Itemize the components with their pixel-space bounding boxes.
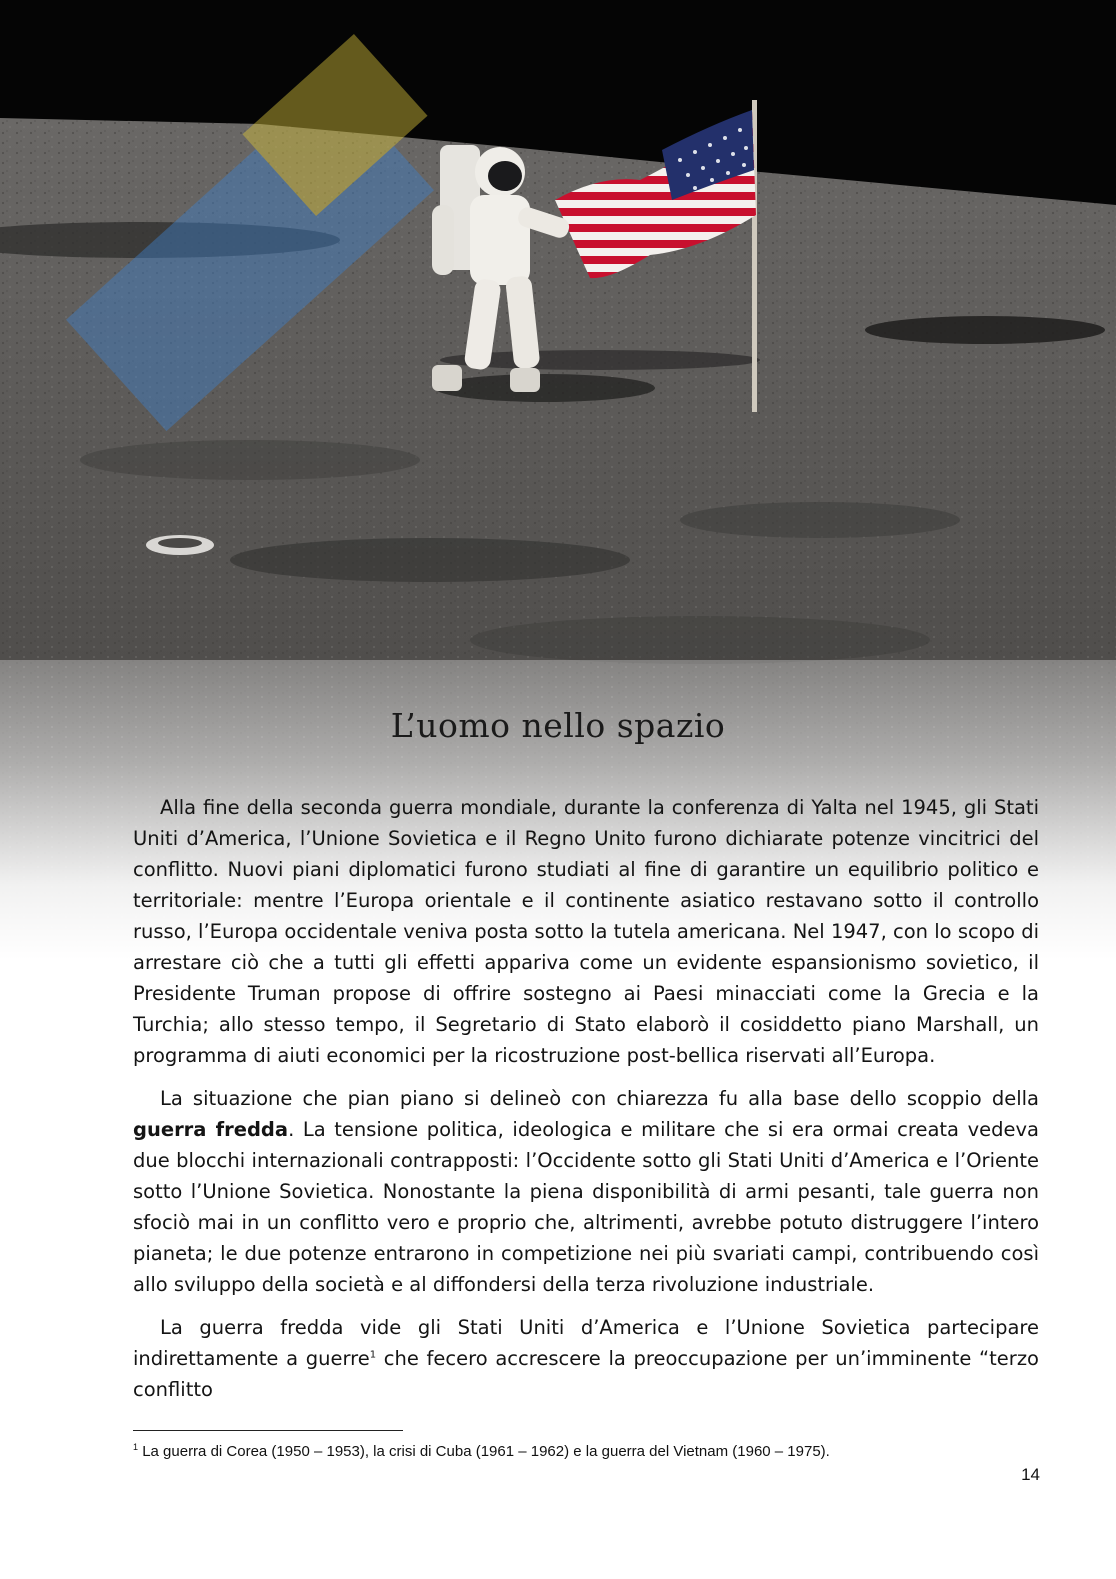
page-title: L’uomo nello spazio bbox=[390, 706, 726, 745]
footnote-divider bbox=[133, 1430, 403, 1431]
paragraph-1: Alla fine della seconda guerra mondiale, durante la conferenza di Yalta nel 1945, gli Stati Uniti d’America, l’Unione Sovietica e il Regno Unito furono dichiarate potenze vincitrici del conflitto. Nuovi piani diplomatici furono studiati al fine di garantire un equilibrio politico e territoriale: mentre l’Europa orientale e il continente asiatico restavano sotto il controllo russo, l’Europa occidentale veniva posta sotto la tutela americana. Nel 1947, con lo scopo di arrestare ciò che a tutti gli effetti appariva come un evidente espansionismo sovietico, il Presidente Truman propose di offrire sostegno ai Paesi minacciati come la Grecia e la Turchia; allo stesso tempo, il Segretario di Stato elaborò il cosiddetto piano Marshall, un programma di aiuti economici per la ricostruzione post-bellica riservati all’Europa. bbox=[133, 796, 1039, 1067]
paragraph-3: La guerra fredda vide gli Stati Uniti d’America e l’Unione Sovietica partecipare indirettamente a guerre$^1$ che fecero accrescere la preoccupazione per un’imminente “terzo conflitto bbox=[133, 1316, 1039, 1401]
footnote-reference[interactable]: 1 bbox=[369, 1349, 377, 1361]
paragraph-2: La situazione che pian piano si delineò con chiarezza fu alla base dello scoppio della guerra fredda. La tensione politica, ideologica e militare che si era ormai creata vedeva due blocchi internazionali contrapposti: l’Occidente sotto gli Stati Uniti d’America e l’Oriente sotto l’Unione Sovietica. Nonostante la piena disponibilità di armi pesanti, tale guerra non sfociò mai in un conflitto vero e proprio che, altrimenti, avrebbe potuto distruggere l’intero pianeta; le due potenze entrarono in competizione nei più svariati campi, contribuendo così allo sviluppo della società e al diffondersi della terza rivoluzione industriale. bbox=[133, 1087, 1040, 1296]
body-text bbox=[133, 792, 1039, 1405]
footnote: $^1$ La guerra di Corea (1950 – 1953), la crisi di Cuba (1961 – 1962) e la guerra del Vietnam (1960 – 1975). bbox=[133, 1442, 830, 1460]
emphasis-term: guerra fredda bbox=[133, 1118, 289, 1141]
page-number: 14 bbox=[1021, 1465, 1040, 1484]
footnote-marker: 1 bbox=[133, 1442, 139, 1452]
